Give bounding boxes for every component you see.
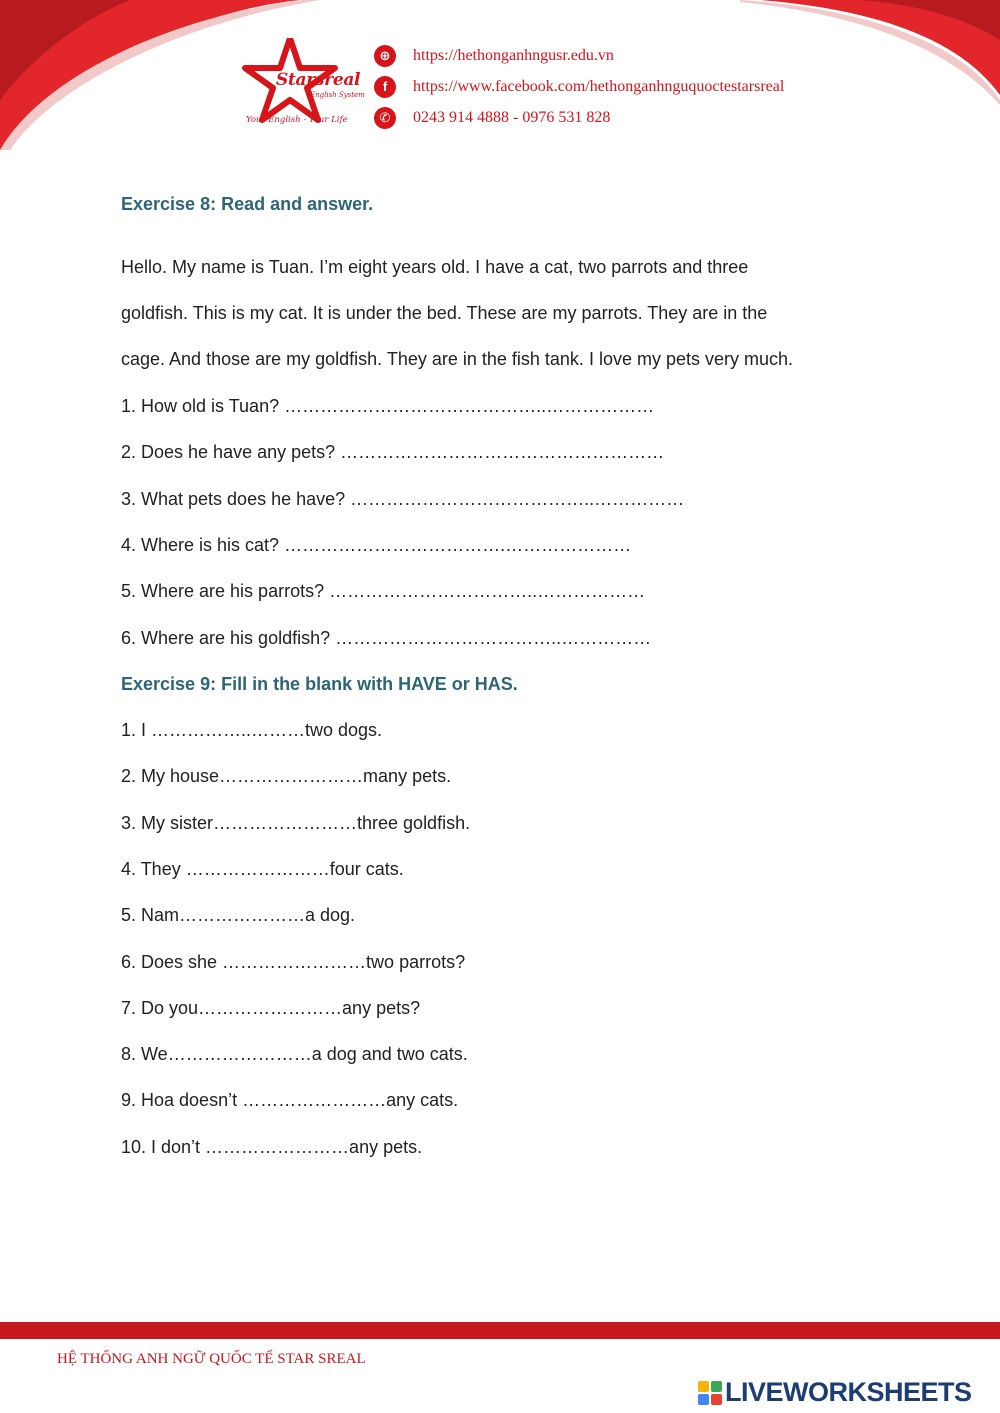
passage-line: cage. And those are my goldfish. They are in the fish tank. I love my pets very much. xyxy=(121,349,794,369)
footer-text: HỆ THỐNG ANH NGỮ QUỐC TẾ STAR SREAL xyxy=(57,1351,366,1367)
exercise-8-heading: Exercise 8: Read and answer. xyxy=(121,194,374,214)
globe-icon: ⊕ xyxy=(374,45,396,67)
fill-item-6[interactable]: 6. Does she ……………………two parrots? xyxy=(121,952,466,972)
fill-item-10[interactable]: 10. I don’t ……………………any pets. xyxy=(121,1137,423,1157)
liveworksheets-text: LIVEWORKSHEETS xyxy=(725,1377,972,1407)
fill-item-8[interactable]: 8. We……………………a dog and two cats. xyxy=(121,1044,468,1064)
fill-item-1[interactable]: 1. I ……………..………two dogs. xyxy=(121,720,383,740)
contact-website xyxy=(374,40,784,71)
question-6[interactable]: 6. Where are his goldfish? ………………………………..…………… xyxy=(121,628,652,648)
logo-name: Starsreal xyxy=(276,70,361,90)
fill-item-9[interactable]: 9. Hoa doesn’t ……………………any cats. xyxy=(121,1090,459,1110)
logo-subtitle: English System xyxy=(310,91,365,99)
question-3[interactable]: 3. What pets does he have? …………………………………..…………… xyxy=(121,489,685,509)
phone-icon: ✆ xyxy=(374,107,396,129)
website-link[interactable]: https://hethonganhngusr.edu.vn xyxy=(413,46,614,64)
question-4[interactable]: 4. Where is his cat? ……………………………….………………… xyxy=(121,535,632,555)
facebook-icon: f xyxy=(374,76,396,98)
phone-numbers: 0243 914 4888 - 0976 531 828 xyxy=(413,108,611,126)
fill-item-7[interactable]: 7. Do you……………………any pets? xyxy=(121,998,421,1018)
contact-phone xyxy=(374,102,784,133)
question-1[interactable]: 1. How old is Tuan? ……………………………………..……………… xyxy=(121,396,655,416)
contact-info xyxy=(374,40,784,133)
question-5[interactable]: 5. Where are his parrots? ……………………………..……………… xyxy=(121,581,646,601)
footer-bar xyxy=(0,1322,1000,1339)
facebook-link[interactable]: https://www.facebook.com/hethonganhnguquoctestarsreal xyxy=(413,77,785,95)
contact-facebook xyxy=(374,71,784,102)
liveworksheets-logo-icon xyxy=(698,1381,722,1405)
passage-line: Hello. My name is Tuan. I’m eight years old. I have a cat, two parrots and three xyxy=(121,257,749,277)
passage-line: goldfish. This is my cat. It is under the bed. These are my parrots. They are in the xyxy=(121,303,768,323)
fill-item-4[interactable]: 4. They ……………………four cats. xyxy=(121,859,404,879)
logo-slogan: Your English - Your Life xyxy=(246,115,348,125)
question-2[interactable]: 2. Does he have any pets? ……………………………………………… xyxy=(121,442,665,462)
exercise-9-heading: Exercise 9: Fill in the blank with HAVE or HAS. xyxy=(121,674,518,694)
liveworksheets-watermark xyxy=(698,1377,972,1408)
starsreal-logo xyxy=(240,38,365,133)
fill-item-3[interactable]: 3. My sister……………………three goldfish. xyxy=(121,813,471,833)
fill-item-5[interactable]: 5. Nam…………………a dog. xyxy=(121,905,356,925)
fill-item-2[interactable]: 2. My house……………………many pets. xyxy=(121,766,452,786)
